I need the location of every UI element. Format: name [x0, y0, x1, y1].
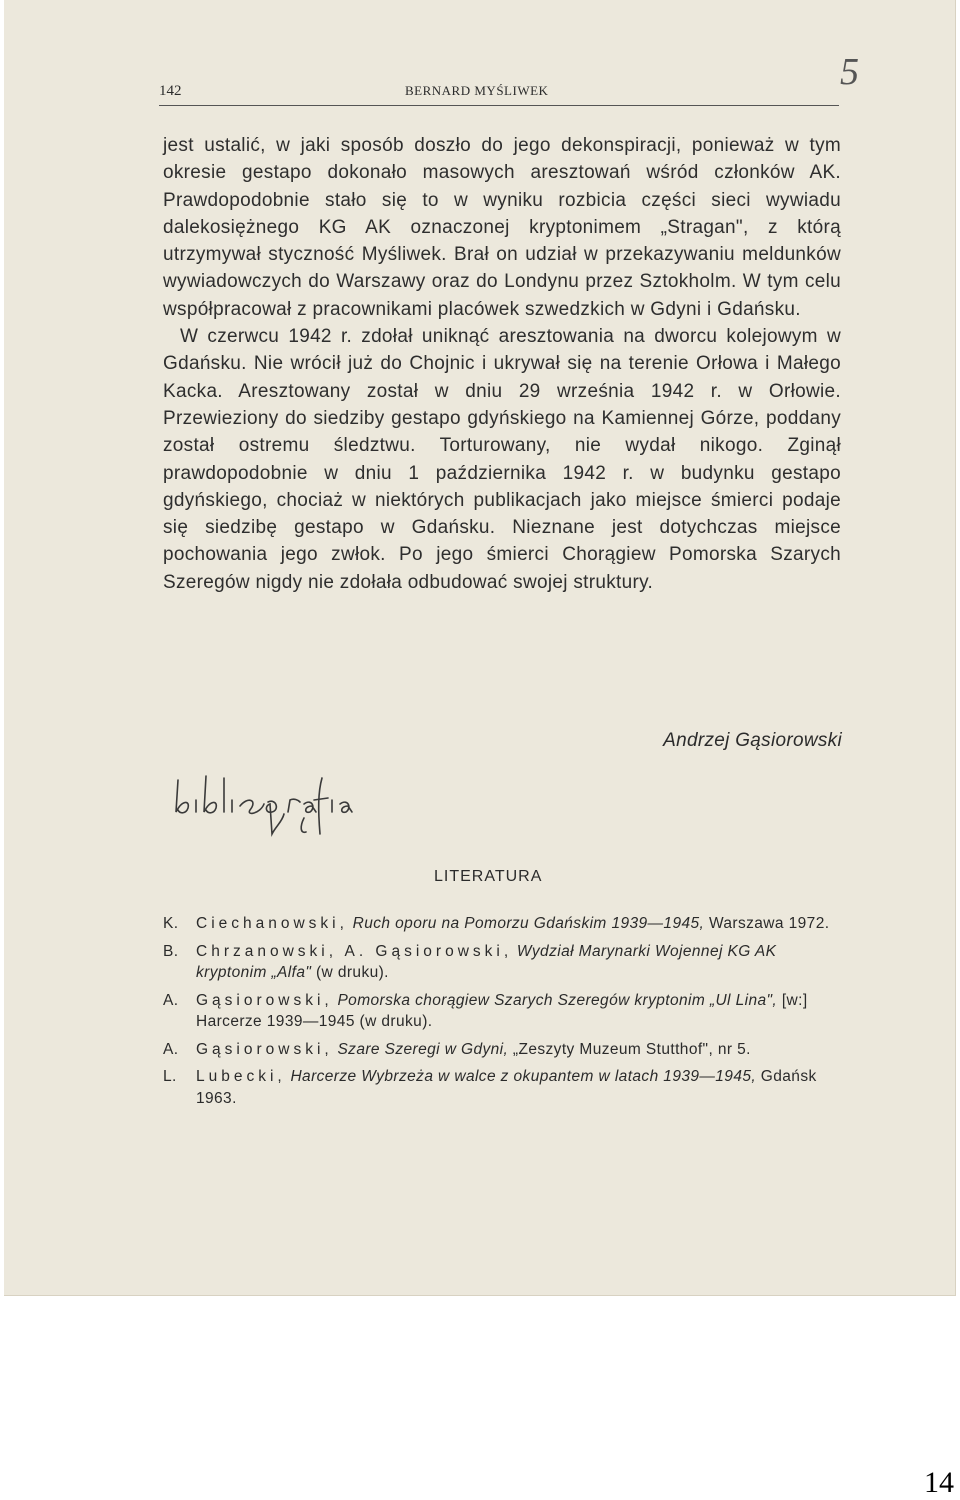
handwritten-note-image	[172, 770, 382, 840]
bibliography-list	[163, 913, 843, 1115]
running-title: BERNARD MYŚLIWEK	[405, 83, 549, 98]
running-header	[159, 83, 839, 106]
book-page-number: 142	[159, 83, 182, 99]
bibliography-entry: K. Ciechanowski, Ruch oporu na Pomorzu Gdańskim 1939—1945, Warszawa 1972.	[163, 915, 830, 932]
bibliography-entry: L. Lubecki, Harcerze Wybrzeża w walce z okupantem w latach 1939—1945, Gdańsk 1963.	[163, 1068, 817, 1107]
bibliography-entry: A. Gąsiorowski, Pomorska chorągiew Szarych Szeregów kryptonim „Ul Lina", [w:] Harcerze 1939—1945 (w druku).	[163, 991, 808, 1030]
paragraph-1: jest ustalić, w jaki sposób doszło do jego dekonspiracji, ponieważ w tym okresie gestapo dokonało masowych aresztowań wśród członków AK. Prawdopodobnie stało się to w wyniku rozbicia części sieci wywiadu dalekosiężnego KG AK oznaczonej kryptonimem „Stragan", z którą utrzymywał styczność Myśliwek. Brał on udział w przekazywaniu meldunków wywiadowczych do Warszawy oraz do Londynu przez Sztokholm. W tym celu współpracował z pracownikami placówek szwedzkich w Gdyni i Gdańsku.	[163, 135, 841, 320]
bibliography-entry: A. Gąsiorowski, Szare Szeregi w Gdyni, „Zeszyty Muzeum Stutthof", nr 5.	[163, 1040, 751, 1058]
literature-heading: LITERATURA	[434, 868, 543, 885]
bibliography-entry: B. Chrzanowski, A. Gąsiorowski, Wydział Marynarki Wojennej KG AK kryptonim „Alfa" (w druku).	[163, 942, 777, 981]
document-page-number: 14	[924, 1466, 954, 1499]
author-signature: Andrzej Gąsiorowski	[663, 730, 842, 751]
handwritten-corner-mark: 5	[840, 51, 859, 93]
scanned-page	[4, 0, 956, 1296]
article-body	[163, 132, 841, 596]
paragraph-2: W czerwcu 1942 r. zdołał uniknąć aresztowania na dworcu kolejowym w Gdańsku. Nie wrócił już do Chojnic i ukrywał się na terenie Orłowa i Małego Kacka. Aresztowany został w dniu 29 września 1942 r. w Orłowie. Przewieziony do siedziby gestapo gdyńskiego na Kamiennej Górze, poddany został ostremu śledztwu. Torturowany, nie wydał nikogo. Zginął prawdopodobnie w dniu 1 października 1942 r. w budynku gestapo gdyńskiego, chociaż w niektórych publikacjach jako miejsce śmierci podaje się siedzibę gestapo w Gdańsku. Nieznane jest dotychczas miejsce pochowania jego zwłok. Po jego śmierci Chorągiew Pomorska Szarych Szeregów nigdy nie zdołała odbudować swojej struktury.	[163, 326, 841, 593]
